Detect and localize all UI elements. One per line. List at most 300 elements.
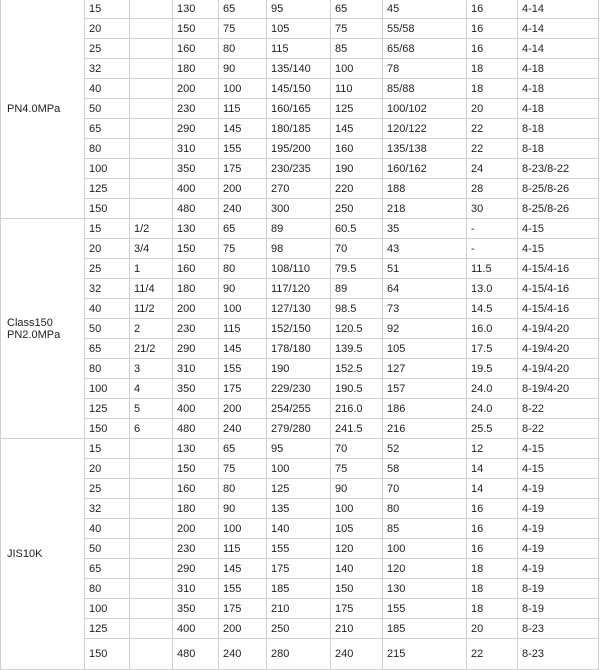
inch-cell [130, 579, 173, 599]
flange-od-cell: 89 [267, 219, 331, 239]
thickness-cell: 11.5 [467, 259, 518, 279]
table-row [1, 119, 599, 139]
raised-face-cell: 157 [383, 379, 467, 399]
length-cell: 160 [173, 39, 219, 59]
length-cell: 400 [173, 179, 219, 199]
inch-cell [130, 179, 173, 199]
inch-cell [130, 459, 173, 479]
bolt-holes-cell: 4-14 [518, 19, 599, 39]
flange-od-cell: 140 [267, 519, 331, 539]
dn-cell: 15 [85, 439, 130, 459]
bolt-holes-cell: 4-18 [518, 79, 599, 99]
dn-cell: 15 [85, 0, 130, 19]
length-cell: 400 [173, 399, 219, 419]
dn-cell: 65 [85, 119, 130, 139]
bolt-holes-cell: 4-15 [518, 219, 599, 239]
bolt-holes-cell: 8-18 [518, 119, 599, 139]
dn-cell: 32 [85, 59, 130, 79]
half-length-cell: 175 [219, 599, 267, 619]
thickness-cell: 17.5 [467, 339, 518, 359]
dn-cell: 125 [85, 619, 130, 639]
thickness-cell: 22 [467, 639, 518, 670]
inch-cell: 5 [130, 399, 173, 419]
inch-cell [130, 99, 173, 119]
flange-od-cell: 270 [267, 179, 331, 199]
bolt-holes-cell: 4-15/4-16 [518, 299, 599, 319]
bolt-holes-cell: 4-15 [518, 439, 599, 459]
dn-cell: 50 [85, 99, 130, 119]
dn-cell: 15 [85, 219, 130, 239]
bolt-holes-cell: 8-19 [518, 599, 599, 619]
table-row [1, 159, 599, 179]
raised-face-cell: 70 [383, 479, 467, 499]
dn-cell: 32 [85, 279, 130, 299]
raised-face-cell: 55/58 [383, 19, 467, 39]
flange-od-cell: 100 [267, 459, 331, 479]
table-row [1, 339, 599, 359]
raised-face-cell: 58 [383, 459, 467, 479]
inch-cell [130, 539, 173, 559]
table-row [1, 239, 599, 259]
inch-cell: 6 [130, 419, 173, 439]
bolt-circle-cell: 110 [331, 79, 383, 99]
bolt-holes-cell: 8-19/4-20 [518, 379, 599, 399]
pressure-class-label: JIS10K [1, 439, 85, 670]
bolt-circle-cell: 152.5 [331, 359, 383, 379]
table-row [1, 179, 599, 199]
bolt-circle-cell: 240 [331, 639, 383, 670]
flange-od-cell: 180/185 [267, 119, 331, 139]
thickness-cell: 16 [467, 539, 518, 559]
inch-cell [130, 79, 173, 99]
thickness-cell: 13.0 [467, 279, 518, 299]
flange-od-cell: 135/140 [267, 59, 331, 79]
table-row [1, 279, 599, 299]
flange-od-cell: 229/230 [267, 379, 331, 399]
bolt-circle-cell: 120.5 [331, 319, 383, 339]
dn-cell: 25 [85, 479, 130, 499]
half-length-cell: 145 [219, 559, 267, 579]
flange-od-cell: 105 [267, 19, 331, 39]
bolt-holes-cell: 8-22 [518, 399, 599, 419]
bolt-circle-cell: 65 [331, 0, 383, 19]
dn-cell: 25 [85, 259, 130, 279]
bolt-circle-cell: 79.5 [331, 259, 383, 279]
dn-cell: 80 [85, 579, 130, 599]
flange-od-cell: 300 [267, 199, 331, 219]
length-cell: 290 [173, 559, 219, 579]
length-cell: 180 [173, 279, 219, 299]
bolt-holes-cell: 4-15/4-16 [518, 259, 599, 279]
length-cell: 480 [173, 639, 219, 670]
length-cell: 150 [173, 19, 219, 39]
half-length-cell: 155 [219, 139, 267, 159]
flange-od-cell: 230/235 [267, 159, 331, 179]
half-length-cell: 80 [219, 39, 267, 59]
inch-cell: 21/2 [130, 339, 173, 359]
pressure-class-label: PN4.0MPa [1, 0, 85, 219]
bolt-circle-cell: 105 [331, 519, 383, 539]
half-length-cell: 175 [219, 159, 267, 179]
bolt-circle-cell: 100 [331, 499, 383, 519]
flange-od-cell: 95 [267, 439, 331, 459]
thickness-cell: 22 [467, 139, 518, 159]
table-row [1, 539, 599, 559]
bolt-circle-cell: 140 [331, 559, 383, 579]
inch-cell: 2 [130, 319, 173, 339]
half-length-cell: 90 [219, 499, 267, 519]
table-row [1, 559, 599, 579]
half-length-cell: 80 [219, 479, 267, 499]
dn-cell: 80 [85, 359, 130, 379]
half-length-cell: 240 [219, 419, 267, 439]
bolt-circle-cell: 139.5 [331, 339, 383, 359]
thickness-cell: - [467, 219, 518, 239]
flange-od-cell: 155 [267, 539, 331, 559]
table-row [1, 459, 599, 479]
half-length-cell: 65 [219, 219, 267, 239]
dn-cell: 125 [85, 179, 130, 199]
length-cell: 150 [173, 459, 219, 479]
half-length-cell: 155 [219, 359, 267, 379]
inch-cell [130, 39, 173, 59]
table-row [1, 579, 599, 599]
inch-cell [130, 479, 173, 499]
half-length-cell: 200 [219, 179, 267, 199]
inch-cell [130, 519, 173, 539]
bolt-holes-cell: 8-18 [518, 139, 599, 159]
half-length-cell: 155 [219, 579, 267, 599]
thickness-cell: 14.5 [467, 299, 518, 319]
bolt-holes-cell: 4-19/4-20 [518, 319, 599, 339]
bolt-holes-cell: 4-19 [518, 479, 599, 499]
bolt-circle-cell: 100 [331, 59, 383, 79]
flange-od-cell: 125 [267, 479, 331, 499]
length-cell: 400 [173, 619, 219, 639]
thickness-cell: 16 [467, 499, 518, 519]
table-row [1, 319, 599, 339]
raised-face-cell: 185 [383, 619, 467, 639]
length-cell: 200 [173, 299, 219, 319]
inch-cell [130, 619, 173, 639]
raised-face-cell: 160/162 [383, 159, 467, 179]
half-length-cell: 75 [219, 19, 267, 39]
half-length-cell: 75 [219, 239, 267, 259]
half-length-cell: 115 [219, 319, 267, 339]
inch-cell [130, 439, 173, 459]
thickness-cell: 16 [467, 519, 518, 539]
dn-cell: 25 [85, 39, 130, 59]
inch-cell: 1 [130, 259, 173, 279]
table-body [1, 0, 599, 670]
table-row [1, 219, 599, 239]
raised-face-cell: 135/138 [383, 139, 467, 159]
dn-cell: 20 [85, 239, 130, 259]
dn-cell: 50 [85, 539, 130, 559]
inch-cell: 3 [130, 359, 173, 379]
bolt-holes-cell: 8-23 [518, 639, 599, 670]
bolt-circle-cell: 250 [331, 199, 383, 219]
raised-face-cell: 155 [383, 599, 467, 619]
bolt-holes-cell: 4-19/4-20 [518, 359, 599, 379]
bolt-circle-cell: 125 [331, 99, 383, 119]
bolt-circle-cell: 70 [331, 239, 383, 259]
raised-face-cell: 130 [383, 579, 467, 599]
thickness-cell: 24 [467, 159, 518, 179]
half-length-cell: 175 [219, 379, 267, 399]
table-row [1, 99, 599, 119]
table-row [1, 619, 599, 639]
table-row [1, 379, 599, 399]
half-length-cell: 145 [219, 339, 267, 359]
bolt-circle-cell: 216.0 [331, 399, 383, 419]
length-cell: 290 [173, 119, 219, 139]
dn-cell: 40 [85, 519, 130, 539]
length-cell: 350 [173, 379, 219, 399]
bolt-circle-cell: 120 [331, 539, 383, 559]
raised-face-cell: 85 [383, 519, 467, 539]
bolt-circle-cell: 160 [331, 139, 383, 159]
raised-face-cell: 65/68 [383, 39, 467, 59]
length-cell: 310 [173, 139, 219, 159]
raised-face-cell: 35 [383, 219, 467, 239]
raised-face-cell: 64 [383, 279, 467, 299]
length-cell: 480 [173, 199, 219, 219]
inch-cell [130, 59, 173, 79]
bolt-circle-cell: 60.5 [331, 219, 383, 239]
half-length-cell: 240 [219, 199, 267, 219]
table-row [1, 479, 599, 499]
table-row [1, 19, 599, 39]
length-cell: 310 [173, 359, 219, 379]
flange-od-cell: 152/150 [267, 319, 331, 339]
flange-od-cell: 190 [267, 359, 331, 379]
raised-face-cell: 100 [383, 539, 467, 559]
flange-od-cell: 98 [267, 239, 331, 259]
bolt-circle-cell: 210 [331, 619, 383, 639]
half-length-cell: 115 [219, 99, 267, 119]
bolt-circle-cell: 89 [331, 279, 383, 299]
flange-od-cell: 108/110 [267, 259, 331, 279]
inch-cell: 1/2 [130, 219, 173, 239]
flange-od-cell: 185 [267, 579, 331, 599]
inch-cell [130, 139, 173, 159]
flange-od-cell: 280 [267, 639, 331, 670]
dn-cell: 65 [85, 339, 130, 359]
bolt-circle-cell: 70 [331, 439, 383, 459]
inch-cell: 3/4 [130, 239, 173, 259]
bolt-holes-cell: 4-15/4-16 [518, 279, 599, 299]
table-row [1, 359, 599, 379]
thickness-cell: 19.5 [467, 359, 518, 379]
dn-cell: 150 [85, 199, 130, 219]
dn-cell: 40 [85, 79, 130, 99]
bolt-circle-cell: 220 [331, 179, 383, 199]
dn-cell: 125 [85, 399, 130, 419]
dn-cell: 100 [85, 599, 130, 619]
flange-od-cell: 178/180 [267, 339, 331, 359]
length-cell: 350 [173, 599, 219, 619]
table-row [1, 499, 599, 519]
bolt-holes-cell: 4-19 [518, 519, 599, 539]
bolt-holes-cell: 4-19 [518, 499, 599, 519]
bolt-holes-cell: 8-23 [518, 619, 599, 639]
table-row [1, 639, 599, 670]
thickness-cell: 14 [467, 479, 518, 499]
dn-cell: 100 [85, 159, 130, 179]
length-cell: 230 [173, 99, 219, 119]
thickness-cell: 18 [467, 79, 518, 99]
bolt-circle-cell: 190 [331, 159, 383, 179]
table-row [1, 299, 599, 319]
bolt-holes-cell: 4-18 [518, 59, 599, 79]
bolt-holes-cell: 4-19 [518, 539, 599, 559]
bolt-circle-cell: 241.5 [331, 419, 383, 439]
raised-face-cell: 43 [383, 239, 467, 259]
raised-face-cell: 120/122 [383, 119, 467, 139]
half-length-cell: 200 [219, 399, 267, 419]
bolt-holes-cell: 4-19 [518, 559, 599, 579]
half-length-cell: 145 [219, 119, 267, 139]
bolt-holes-cell: 8-19 [518, 579, 599, 599]
flange-od-cell: 127/130 [267, 299, 331, 319]
length-cell: 130 [173, 439, 219, 459]
table-row [1, 39, 599, 59]
table-row [1, 439, 599, 459]
length-cell: 230 [173, 539, 219, 559]
table-row [1, 79, 599, 99]
inch-cell [130, 0, 173, 19]
inch-cell [130, 199, 173, 219]
dn-cell: 100 [85, 379, 130, 399]
raised-face-cell: 100/102 [383, 99, 467, 119]
thickness-cell: 16 [467, 39, 518, 59]
raised-face-cell: 215 [383, 639, 467, 670]
flange-od-cell: 160/165 [267, 99, 331, 119]
length-cell: 180 [173, 59, 219, 79]
table-row [1, 419, 599, 439]
bolt-holes-cell: 8-22 [518, 419, 599, 439]
flange-od-cell: 250 [267, 619, 331, 639]
inch-cell [130, 599, 173, 619]
raised-face-cell: 80 [383, 499, 467, 519]
length-cell: 160 [173, 259, 219, 279]
thickness-cell: 16 [467, 19, 518, 39]
length-cell: 180 [173, 499, 219, 519]
raised-face-cell: 105 [383, 339, 467, 359]
bolt-holes-cell: 4-15 [518, 459, 599, 479]
raised-face-cell: 51 [383, 259, 467, 279]
length-cell: 130 [173, 0, 219, 19]
bolt-holes-cell: 8-25/8-26 [518, 199, 599, 219]
inch-cell: 11/4 [130, 279, 173, 299]
flange-od-cell: 195/200 [267, 139, 331, 159]
half-length-cell: 100 [219, 519, 267, 539]
thickness-cell: 28 [467, 179, 518, 199]
table-row [1, 0, 599, 19]
thickness-cell: 30 [467, 199, 518, 219]
table-row [1, 139, 599, 159]
flange-od-cell: 135 [267, 499, 331, 519]
length-cell: 480 [173, 419, 219, 439]
dn-cell: 150 [85, 639, 130, 670]
half-length-cell: 90 [219, 279, 267, 299]
thickness-cell: 18 [467, 579, 518, 599]
half-length-cell: 80 [219, 259, 267, 279]
inch-cell: 4 [130, 379, 173, 399]
dn-cell: 20 [85, 459, 130, 479]
length-cell: 200 [173, 519, 219, 539]
half-length-cell: 65 [219, 0, 267, 19]
raised-face-cell: 52 [383, 439, 467, 459]
bolt-holes-cell: 4-18 [518, 99, 599, 119]
flange-od-cell: 145/150 [267, 79, 331, 99]
half-length-cell: 240 [219, 639, 267, 670]
dn-cell: 32 [85, 499, 130, 519]
bolt-holes-cell: 8-25/8-26 [518, 179, 599, 199]
thickness-cell: 20 [467, 619, 518, 639]
bolt-circle-cell: 90 [331, 479, 383, 499]
bolt-holes-cell: 8-23/8-22 [518, 159, 599, 179]
raised-face-cell: 127 [383, 359, 467, 379]
dn-cell: 50 [85, 319, 130, 339]
table-row [1, 519, 599, 539]
thickness-cell: 16 [467, 0, 518, 19]
half-length-cell: 115 [219, 539, 267, 559]
raised-face-cell: 186 [383, 399, 467, 419]
raised-face-cell: 120 [383, 559, 467, 579]
inch-cell [130, 159, 173, 179]
thickness-cell: 18 [467, 599, 518, 619]
length-cell: 130 [173, 219, 219, 239]
thickness-cell: 20 [467, 99, 518, 119]
inch-cell [130, 119, 173, 139]
half-length-cell: 100 [219, 79, 267, 99]
bolt-circle-cell: 175 [331, 599, 383, 619]
inch-cell [130, 559, 173, 579]
length-cell: 290 [173, 339, 219, 359]
raised-face-cell: 45 [383, 0, 467, 19]
bolt-circle-cell: 150 [331, 579, 383, 599]
thickness-cell: 25.5 [467, 419, 518, 439]
bolt-circle-cell: 145 [331, 119, 383, 139]
thickness-cell: - [467, 239, 518, 259]
inch-cell [130, 499, 173, 519]
bolt-circle-cell: 75 [331, 19, 383, 39]
flange-od-cell: 115 [267, 39, 331, 59]
flange-od-cell: 279/280 [267, 419, 331, 439]
table-row [1, 199, 599, 219]
length-cell: 160 [173, 479, 219, 499]
thickness-cell: 12 [467, 439, 518, 459]
thickness-cell: 16.0 [467, 319, 518, 339]
half-length-cell: 75 [219, 459, 267, 479]
half-length-cell: 200 [219, 619, 267, 639]
length-cell: 230 [173, 319, 219, 339]
flange-od-cell: 210 [267, 599, 331, 619]
bolt-holes-cell: 4-15 [518, 239, 599, 259]
half-length-cell: 90 [219, 59, 267, 79]
thickness-cell: 14 [467, 459, 518, 479]
length-cell: 350 [173, 159, 219, 179]
length-cell: 310 [173, 579, 219, 599]
bolt-circle-cell: 85 [331, 39, 383, 59]
thickness-cell: 24.0 [467, 399, 518, 419]
thickness-cell: 22 [467, 119, 518, 139]
half-length-cell: 100 [219, 299, 267, 319]
length-cell: 200 [173, 79, 219, 99]
bolt-circle-cell: 190.5 [331, 379, 383, 399]
